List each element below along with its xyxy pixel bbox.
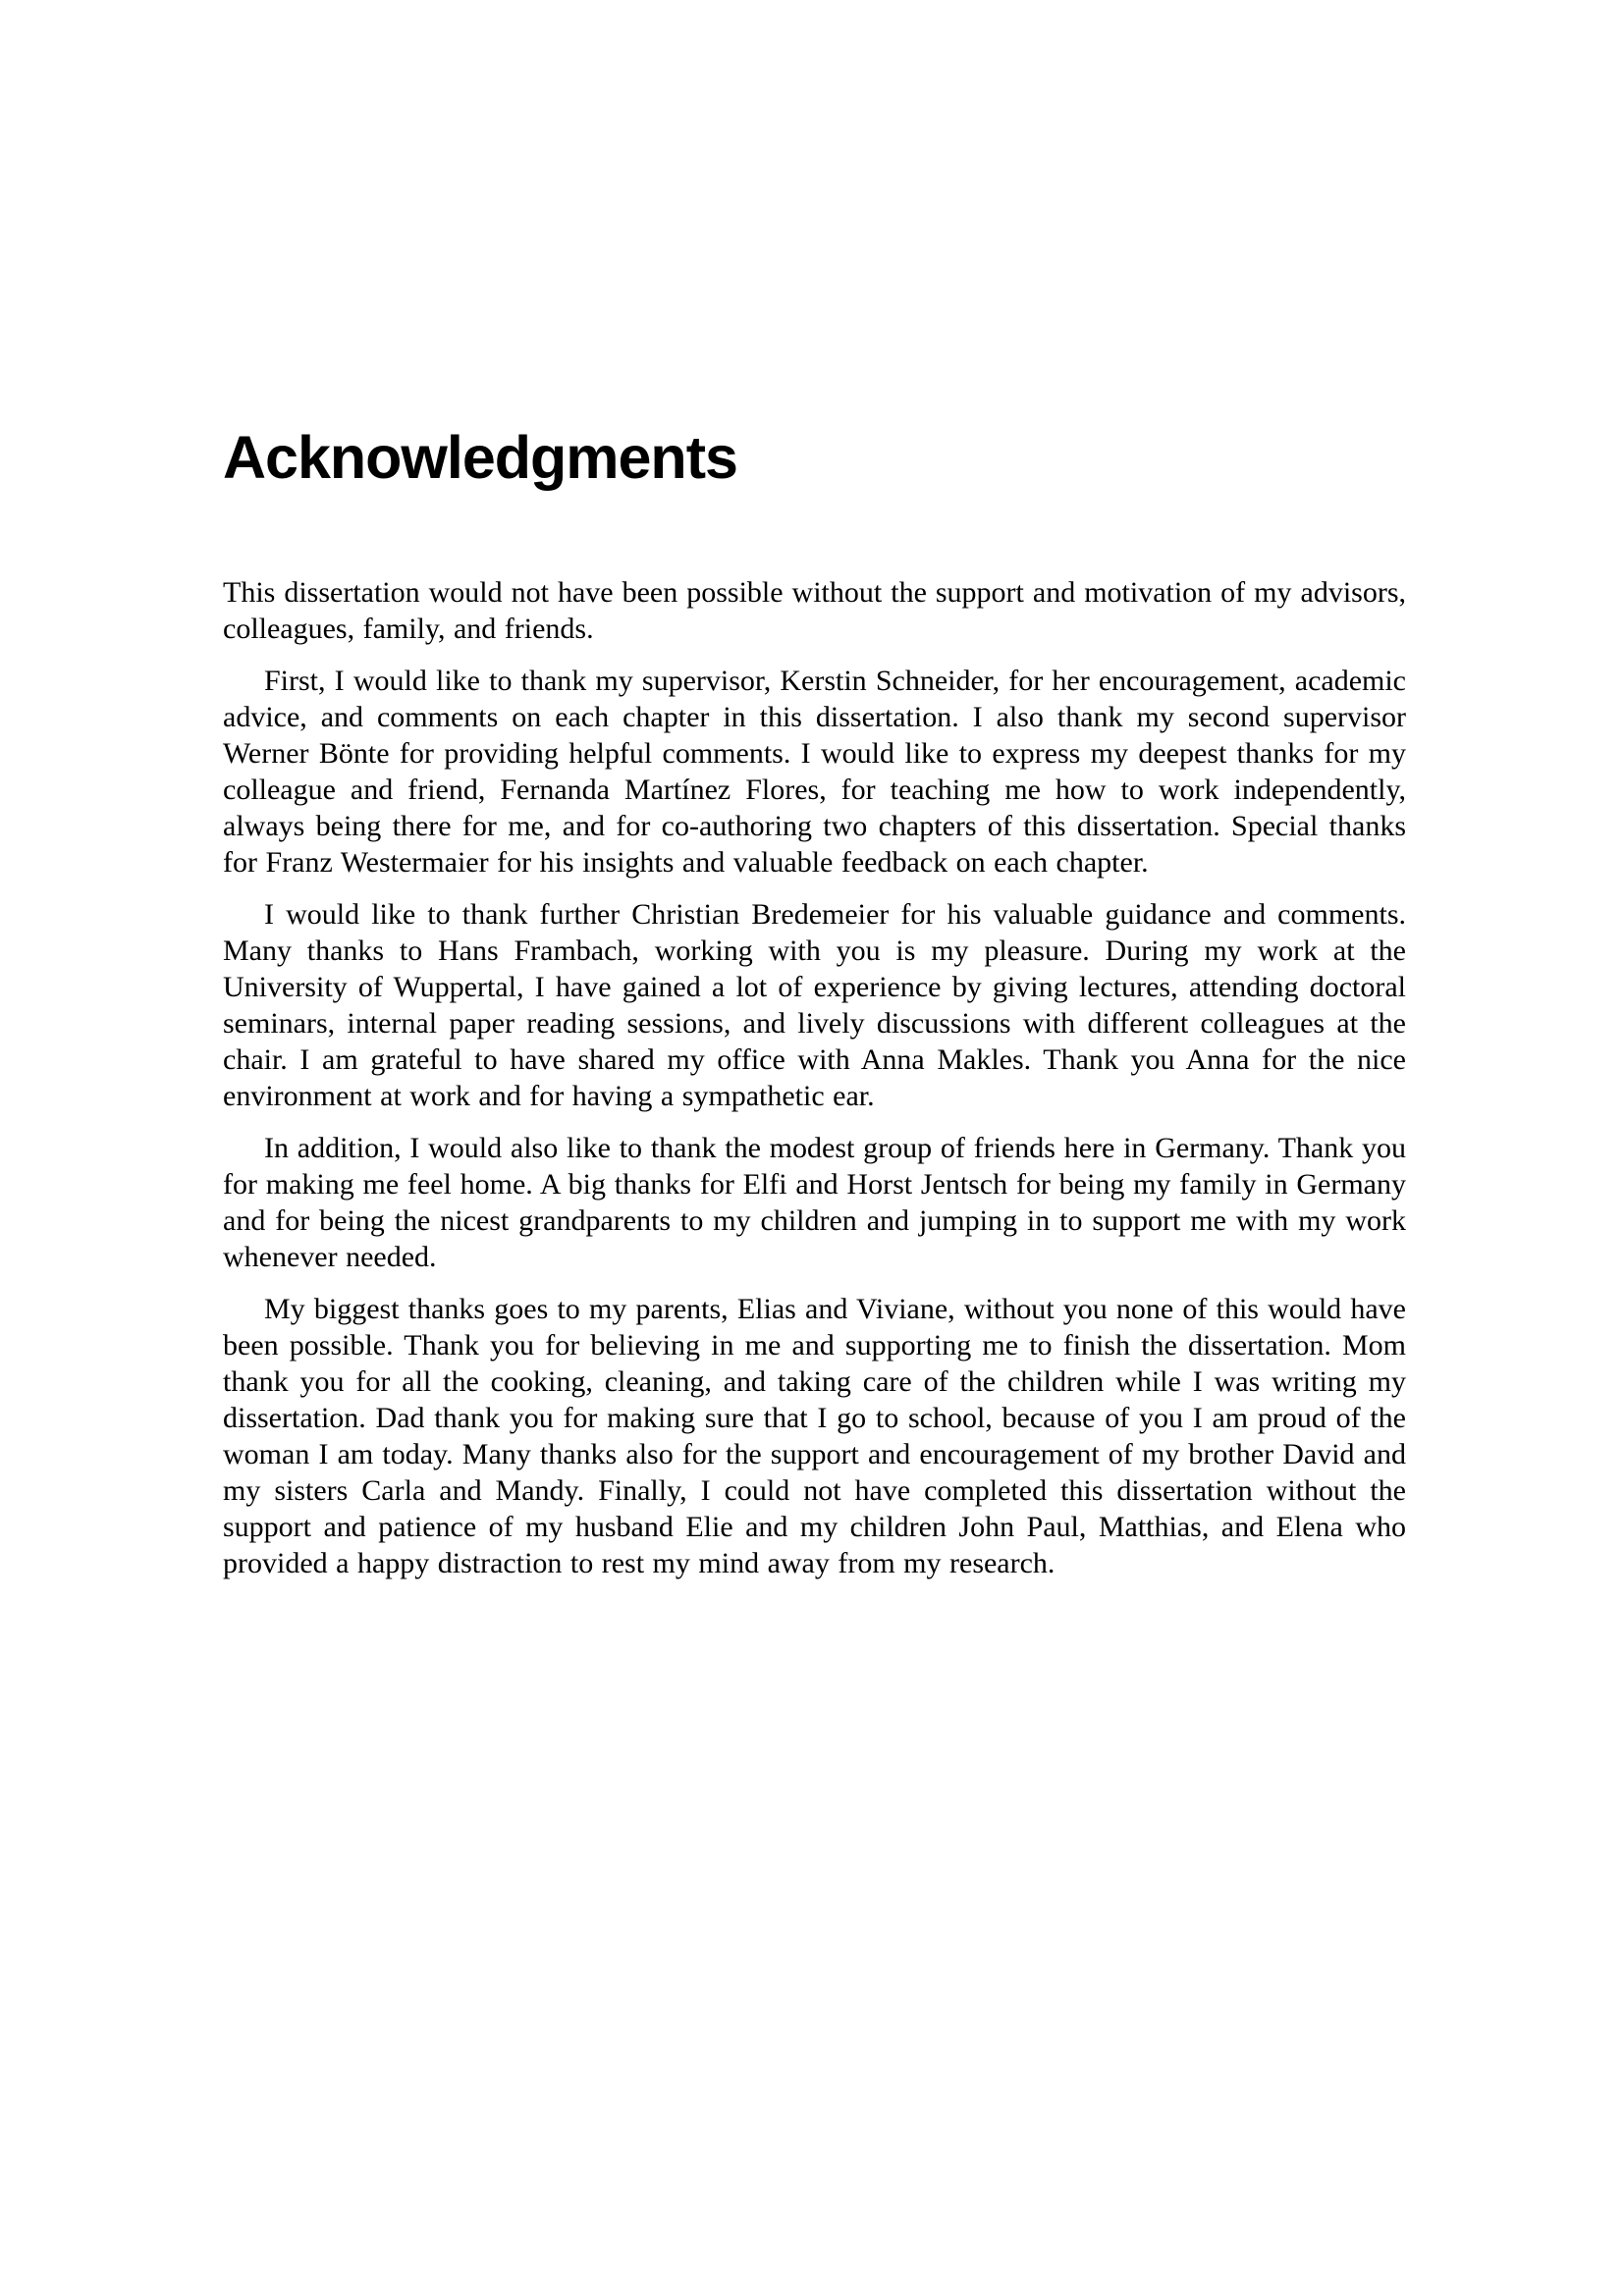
paragraph-2: First, I would like to thank my supervisor, Kerstin Schneider, for her encouragement, academic advice, and comments on each chapter in this dissertation. I also thank my second supervisor Werner Bönte for providing helpful comments. I would like to express my deepest thanks for my colleague and friend, Fernanda Martínez Flores, for teaching me how to work independently, always being there for me, and for co-authoring two chapters of this dissertation. Special thanks for Franz Westermaier for his insights and valuable feedback on each chapter.	[223, 665, 1406, 879]
paragraph-3: I would like to thank further Christian Bredemeier for his valuable guidance and comments. Many thanks to Hans Frambach, working with you is my pleasure. During my work at the University of Wuppertal, I have gained a lot of experience by giving lectures, attending doctoral seminars, internal paper reading sessions, and lively discussions with different colleagues at the chair. I am grateful to have shared my office with Anna Makles. Thank you Anna for the nice environment at work and for having a sympathetic ear.	[223, 898, 1406, 1112]
paragraph-4: In addition, I would also like to thank the modest group of friends here in Germany. Thank you for making me feel home. A big thanks for Elfi and Horst Jentsch for being my family in Germany and for being the nicest grandparents to my children and jumping in to support me with my work whenever needed.	[223, 1132, 1406, 1273]
paragraph-1: This dissertation would not have been possible without the support and motivation of my advisors, colleagues, family, and friends.	[223, 576, 1406, 645]
chapter-title: Acknowledgments	[223, 424, 737, 491]
page-content	[223, 424, 1406, 1581]
paragraph-5: My biggest thanks goes to my parents, Elias and Viviane, without you none of this would have been possible. Thank you for believing in me and supporting me to finish the dissertation. Mom thank you for all the cooking, cleaning, and taking care of the children while I was writing my dissertation. Dad thank you for making sure that I go to school, because of you I am proud of the woman I am today. Many thanks also for the support and encouragement of my brother David and my sisters Carla and Mandy. Finally, I could not have completed this dissertation without the support and patience of my husband Elie and my children John Paul, Matthias, and Elena who provided a happy distraction to rest my mind away from my research.	[223, 1293, 1406, 1579]
